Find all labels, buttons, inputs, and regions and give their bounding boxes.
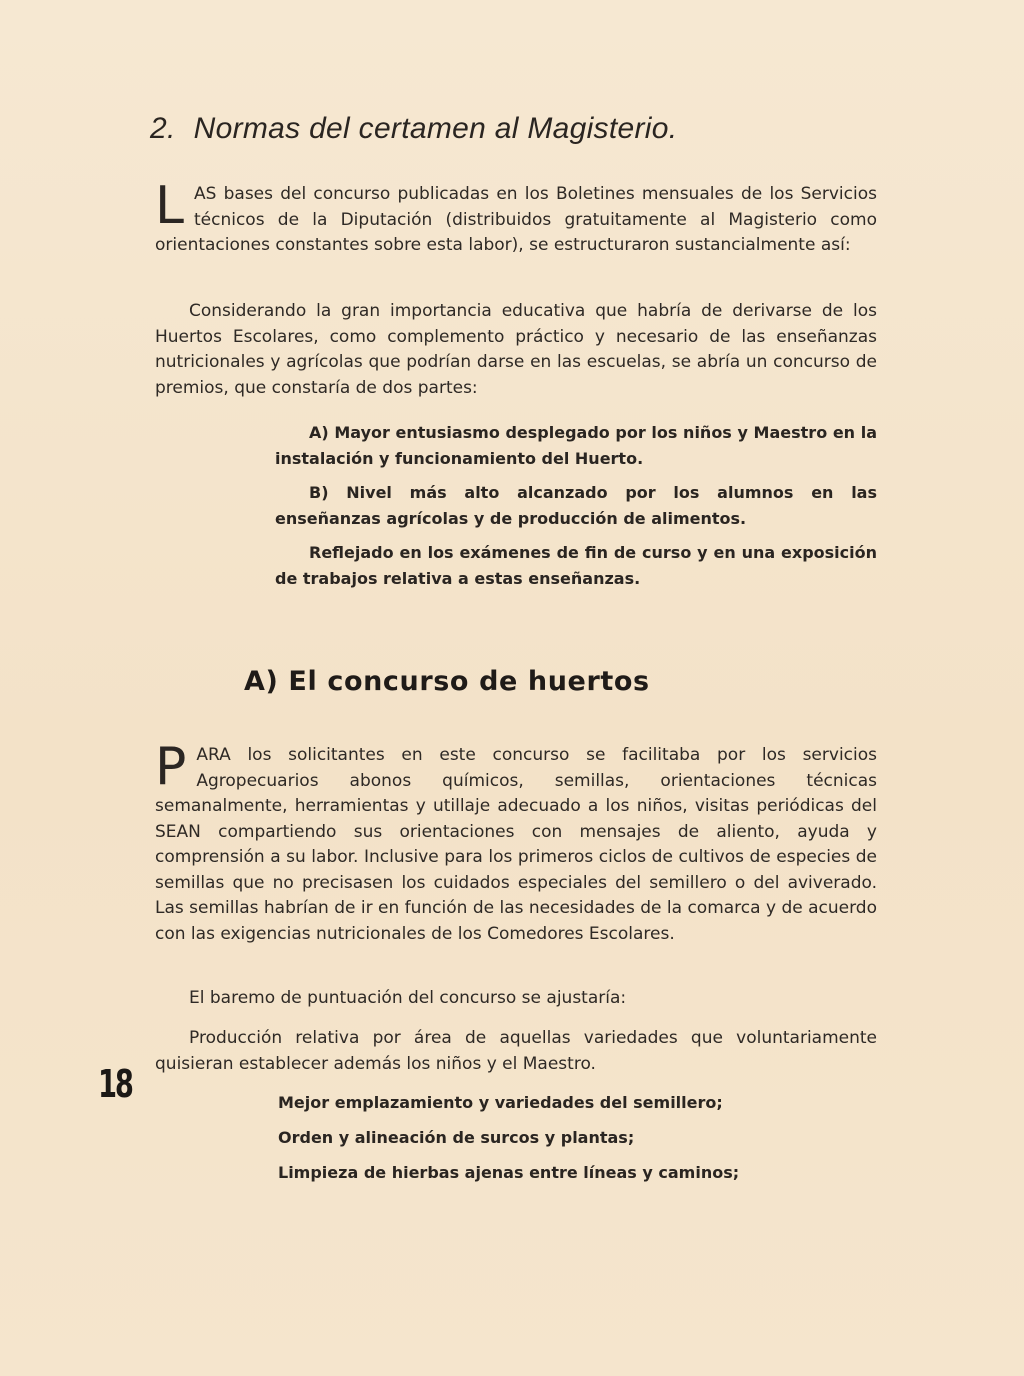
intro-paragraph <box>155 176 877 259</box>
produccion-text: Producción relativa por área de aquellas variedades que voluntariamente quisieran establecer además los niños y el Maestro. <box>155 1028 877 1074</box>
section-title: A) El concurso de huertos <box>244 666 650 697</box>
section-paragraph-text: ARA los solicitantes en este concurso se facilitaba por los servicios Agropecuarios abonos químicos, semillas, orientaciones técnicas semanalmente, herramientas y utillaje adecuado a los niños, visitas periódicas del SEAN compartiendo sus orientaciones con mensajes de aliento, ayuda y comprensión a su labor. Inclusive para los primeros ciclos de cultivos de especies de semillas que no precisasen los cuidados especiales del semillero o del aviverado. Las semillas habrían de ir en función de las necesidades de la comarca y de acuerdo con las exigencias nutricionales de los Comedores Escolares. <box>155 745 877 944</box>
criteria-list <box>278 1090 878 1186</box>
contest-parts <box>275 420 877 592</box>
criteria-item: Limpieza de hierbas ajenas entre líneas y caminos; <box>278 1163 740 1182</box>
part-note: Reflejado en los exámenes de fin de curso y en una exposición de trabajos relativa a estas enseñanzas. <box>275 543 877 588</box>
heading-number: 2. <box>150 112 176 145</box>
dropcap-l: L <box>155 176 184 236</box>
produccion-paragraph <box>155 1026 877 1077</box>
criteria-item: Mejor emplazamiento y variedades del semillero; <box>278 1093 723 1112</box>
heading-text: Normas del certamen al Magisterio. <box>193 112 678 145</box>
considerando-paragraph <box>155 299 877 401</box>
baremo-text: El baremo de puntuación del concurso se ajustaría: <box>189 988 627 1008</box>
page-number: 18 <box>98 1062 132 1106</box>
part-b: B) Nivel más alto alcanzado por los alumnos en las enseñanzas agrícolas y de producción de alimentos. <box>275 483 877 528</box>
section-heading <box>150 112 677 146</box>
part-a: A) Mayor entusiasmo desplegado por los niños y Maestro en la instalación y funcionamiento del Huerto. <box>275 423 877 468</box>
section-paragraph <box>155 737 877 947</box>
considerando-text: Considerando la gran importancia educativa que habría de derivarse de los Huertos Escolares, como complemento práctico y necesario de las enseñanzas nutricionales y agrícolas que podrían darse en las escuelas, se abría un concurso de premios, que constaría de dos partes: <box>155 301 877 398</box>
intro-text: AS bases del concurso publicadas en los Boletines mensuales de los Servicios técnicos de la Diputación (distribuidos gratuitamente al Magisterio como orientaciones constantes sobre esta labor), se estructuraron sustancialmente así: <box>155 184 877 255</box>
baremo-paragraph <box>155 986 877 1012</box>
criteria-item: Orden y alineación de surcos y plantas; <box>278 1128 635 1147</box>
dropcap-p: P <box>155 737 187 797</box>
